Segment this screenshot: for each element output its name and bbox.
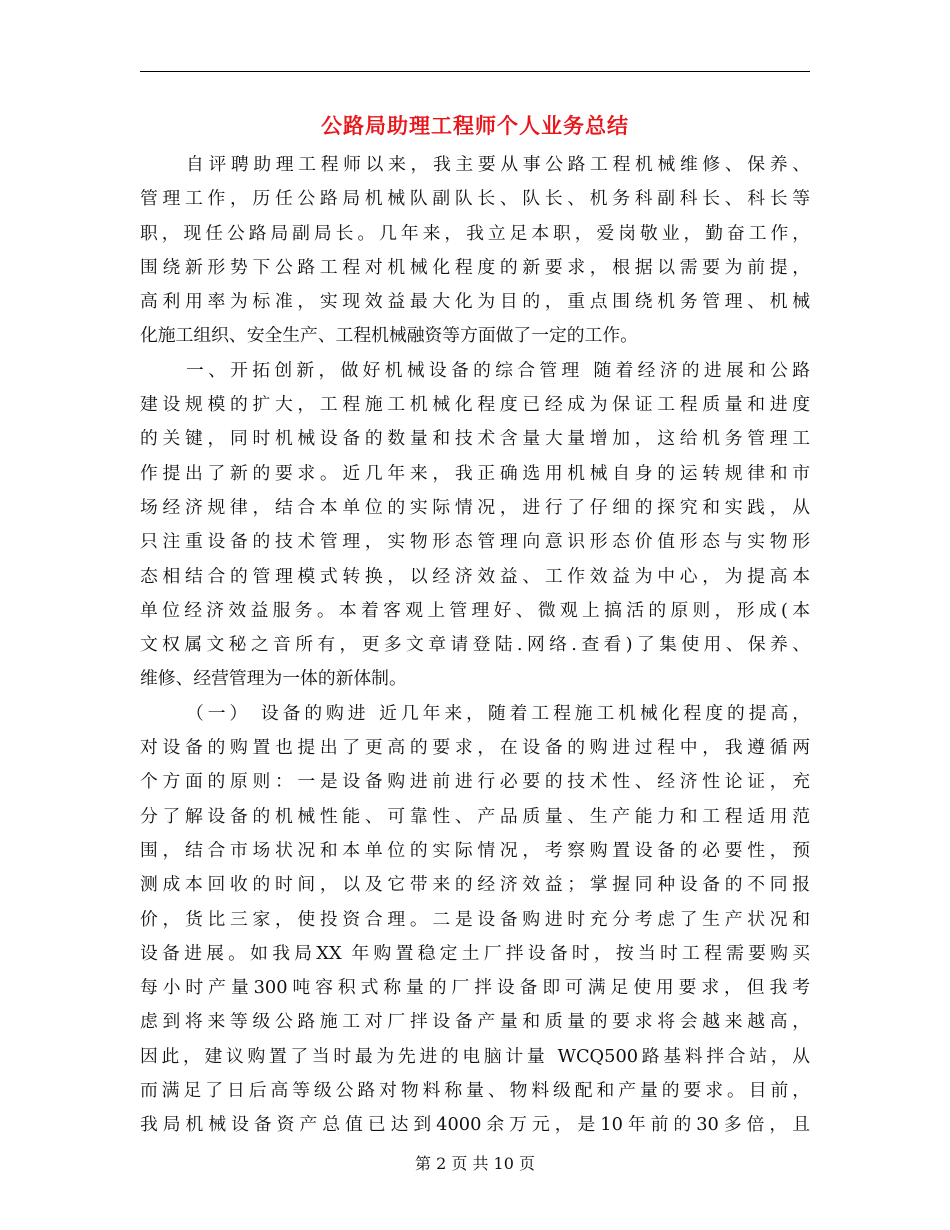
header-rule bbox=[140, 71, 810, 72]
document-body bbox=[140, 148, 810, 1143]
body-line: 每小时产量300吨容积式称量的厂拌设备即可满足使用要求，但我考 bbox=[140, 977, 810, 999]
body-line: 维修、经营管理为一体的新体制。 bbox=[140, 668, 407, 690]
page-footer: 第 2 页 共 10 页 bbox=[415, 1154, 535, 1173]
body-line: 个方面的原则：一是设备购进前进行必要的技术性、经济性论证，充 bbox=[140, 771, 810, 793]
body-line: 建设规模的扩大，工程施工机械化程度已经成为保证工程质量和进度 bbox=[140, 394, 810, 416]
body-line: 自评聘助理工程师以来，我主要从事公路工程机械维修、保养、 bbox=[186, 154, 810, 175]
body-line: 只注重设备的技术管理，实物形态管理向意识形态价值形态与实物形 bbox=[140, 531, 810, 553]
body-line: 对设备的购置也提出了更高的要求，在设备的购进过程中，我遵循两 bbox=[140, 737, 810, 759]
body-line: （一） 设备的购进 近几年来，随着工程施工机械化程度的提高， bbox=[186, 702, 810, 724]
body-line: 价，货比三家，使投资合理。二是设备购进时充分考虑了生产状况和 bbox=[140, 908, 810, 930]
body-line: 高利用率为标准，实现效益最大化为目的，重点围绕机务管理、机械 bbox=[140, 291, 810, 313]
body-line: 设备进展。如我局XX 年购置稳定土厂拌设备时，按当时工程需要购买 bbox=[140, 942, 810, 964]
body-line: 作提出了新的要求。近几年来，我正确选用机械自身的运转规律和市 bbox=[140, 462, 810, 484]
body-line: 态相结合的管理模式转换，以经济效益、工作效益为中心，为提高本 bbox=[140, 565, 810, 587]
body-line: 化施工组织、安全生产、工程机械融资等方面做了一定的工作。 bbox=[140, 325, 638, 347]
document-title: 公路局助理工程师个人业务总结 bbox=[321, 113, 629, 138]
body-line: 的关键，同时机械设备的数量和技术含量大量增加，这给机务管理工 bbox=[140, 428, 810, 450]
body-line: 围，结合市场状况和本单位的实际情况，考察购置设备的必要性，预 bbox=[140, 839, 810, 861]
body-line: 围绕新形势下公路工程对机械化程度的新要求，根据以需要为前提， bbox=[140, 256, 810, 278]
body-line: 分了解设备的机械性能、可靠性、产品质量、生产能力和工程适用范 bbox=[140, 805, 810, 827]
body-line: 单位经济效益服务。本着客观上管理好、微观上搞活的原则，形成(本 bbox=[140, 599, 810, 621]
body-line: 而满足了日后高等级公路对物料称量、物料级配和产量的要求。目前， bbox=[140, 1080, 810, 1102]
body-line: 场经济规律，结合本单位的实际情况，进行了仔细的探究和实践，从 bbox=[140, 496, 810, 518]
body-line: 职，现任公路局副局长。几年来，我立足本职，爱岗敬业，勤奋工作， bbox=[140, 222, 810, 244]
body-line: 管理工作，历任公路局机械队副队长、队长、机务科副科长、科长等 bbox=[140, 188, 810, 210]
body-line: 文权属文秘之音所有，更多文章请登陆.网络.查看)了集使用、保养、 bbox=[140, 634, 810, 656]
body-line: 一、开拓创新，做好机械设备的综合管理 随着经济的进展和公路 bbox=[186, 359, 810, 381]
body-line: 因此，建议购置了当时最为先进的电脑计量 WCQ500路基料拌合站，从 bbox=[140, 1045, 810, 1067]
body-line: 测成本回收的时间，以及它带来的经济效益；掌握同种设备的不同报 bbox=[140, 874, 810, 896]
body-line: 虑到将来等级公路施工对厂拌设备产量和质量的要求将会越来越高， bbox=[140, 1011, 810, 1033]
body-line: 我局机械设备资产总值已达到4000余万元，是10年前的30多倍，且 bbox=[140, 1114, 810, 1136]
